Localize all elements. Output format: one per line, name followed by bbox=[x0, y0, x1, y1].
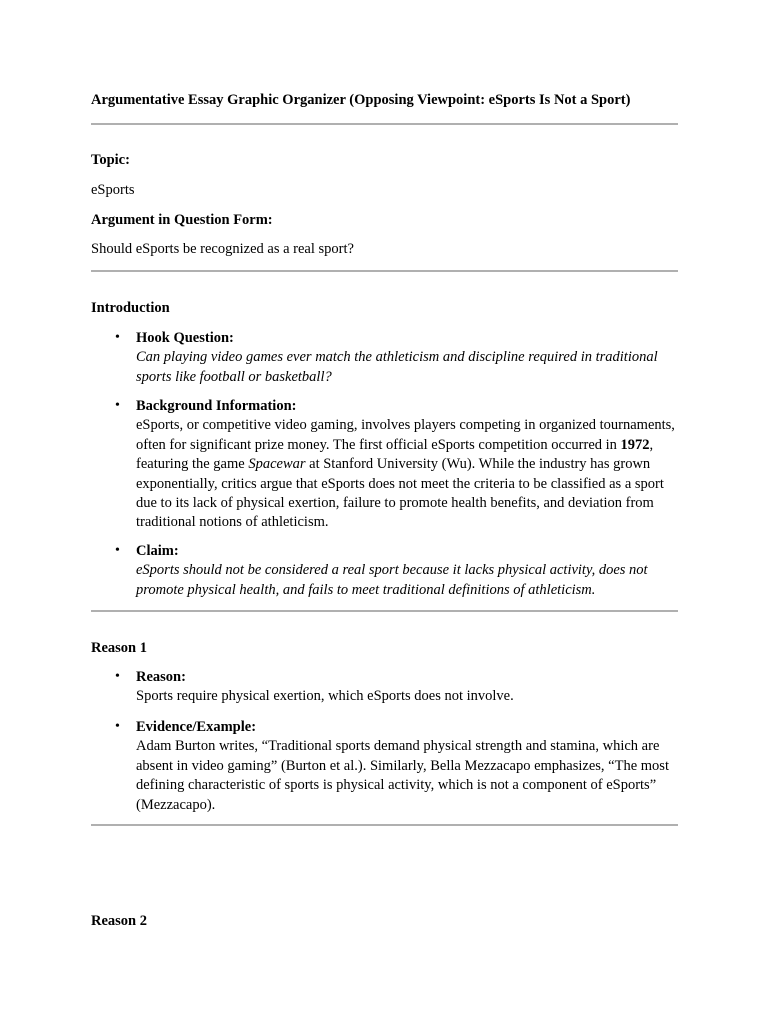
reason2-heading: Reason 2 bbox=[91, 913, 147, 929]
hook-question-item bbox=[136, 329, 681, 387]
claim-item bbox=[136, 542, 681, 600]
bullet-icon: • bbox=[115, 669, 120, 684]
bullet-icon: • bbox=[115, 330, 120, 345]
reason1-evidence-item bbox=[136, 718, 681, 815]
bullet-icon: • bbox=[115, 543, 120, 558]
hook-question-text: Can playing video games ever match the athleticism and discipline required in traditional sports like football or basketball? bbox=[136, 349, 658, 385]
reason1-heading: Reason 1 bbox=[91, 640, 147, 656]
background-information-text bbox=[136, 416, 681, 532]
bullet-icon: • bbox=[115, 719, 120, 734]
background-information-item bbox=[136, 397, 681, 533]
reason1-reason-text: Sports require physical exertion, which eSports does not involve. bbox=[136, 688, 514, 705]
question-label: Argument in Question Form: bbox=[91, 212, 273, 228]
divider bbox=[91, 123, 678, 125]
background-text-part: eSports, or competitive video gaming, involves players competing in organized tournaments, often for significant prize money. The first official eSports competition occurred in bbox=[136, 417, 675, 453]
reason1-evidence-label: Evidence/Example: bbox=[136, 719, 257, 735]
divider bbox=[91, 270, 678, 272]
divider bbox=[91, 610, 678, 612]
background-information-label: Background Information: bbox=[136, 398, 297, 414]
document-title: Argumentative Essay Graphic Organizer (Opposing Viewpoint: eSports Is Not a Sport) bbox=[91, 92, 631, 108]
background-year: 1972 bbox=[620, 436, 650, 453]
topic-value: eSports bbox=[91, 182, 135, 198]
hook-question-label: Hook Question: bbox=[136, 330, 234, 346]
question-value: Should eSports be recognized as a real sport? bbox=[91, 241, 354, 257]
reason1-reason-label: Reason: bbox=[136, 669, 186, 685]
reason1-reason-item bbox=[136, 668, 681, 707]
bullet-icon: • bbox=[115, 398, 120, 413]
background-game-title: Spacewar bbox=[248, 456, 306, 473]
background-text-part: , featuring the game bbox=[136, 436, 654, 473]
divider bbox=[91, 824, 678, 826]
claim-text: eSports should not be considered a real sport because it lacks physical activity, does not promote physical health, and fails to meet traditional definitions of athleticism. bbox=[136, 562, 648, 598]
claim-label: Claim: bbox=[136, 543, 179, 559]
reason1-evidence-text: Adam Burton writes, “Traditional sports demand physical strength and stamina, which are absent in video gaming” (Burton et al.). Similarly, Bella Mezzacapo emphasizes, “The most defining characteristic of sports is physical activity, which is not a component of eSports” (Mezzacapo). bbox=[136, 738, 669, 813]
topic-label: Topic: bbox=[91, 152, 130, 168]
background-text-part: at Stanford University (Wu). While the industry has grown exponentially, critics argue that eSports does not meet the criteria to be classified as a sport due to its lack of physical exertion, failure to promote health benefits, and deviation from traditional notions of athleticism. bbox=[136, 456, 664, 531]
introduction-heading: Introduction bbox=[91, 300, 170, 316]
